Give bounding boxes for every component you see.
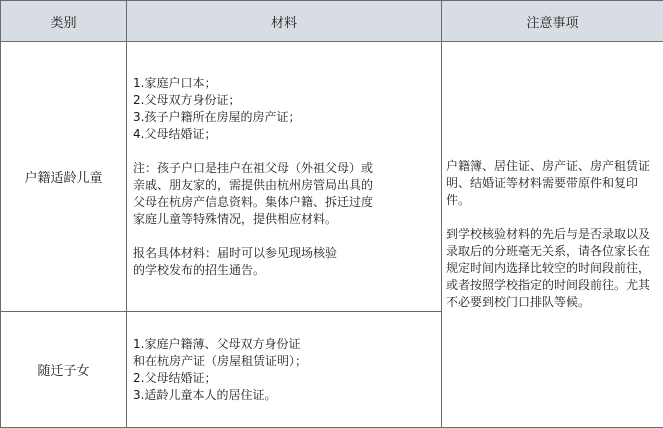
note-line: 家庭儿童等特殊情况，提供相应材料。 <box>133 211 435 228</box>
materials-migrant-children <box>127 312 442 428</box>
material-item: 1.家庭户籍薄、父母双方身份证 <box>133 336 435 353</box>
note-line: 父母在杭房产信息资料。集体户籍、拆迁过度 <box>133 194 435 211</box>
header-category: 类别 <box>1 1 127 42</box>
table-row <box>1 42 663 312</box>
material-item: 和在杭房产证（房屋租赁证明）； <box>133 353 435 370</box>
category-migrant-children: 随迁子女 <box>1 312 127 428</box>
notes-paragraph-1: 户籍簿、居住证、房产证、房产租赁证明、结婚证等材料需要带原件和复印件。 <box>446 158 659 209</box>
category-local-children: 户籍适龄儿童 <box>1 42 127 312</box>
note-line: 注：孩子户口是挂户在祖父母（外祖父母）或 <box>133 160 435 177</box>
header-notes: 注意事项 <box>442 1 663 42</box>
materials-local-children <box>127 42 442 312</box>
material-item: 2.父母结婚证； <box>133 370 435 387</box>
material-item: 2.父母双方身份证； <box>133 92 435 109</box>
header-materials: 材料 <box>127 1 442 42</box>
extra-line: 的学校发布的招生通告。 <box>133 262 435 279</box>
material-item: 3.孩子户籍所在房屋的房产证； <box>133 109 435 126</box>
extra-line: 报名具体材料：届时可以参见现场核验 <box>133 245 435 262</box>
note-line: 亲戚、朋友家的，需提供由杭州房管局出具的 <box>133 177 435 194</box>
material-item: 4.父母结婚证； <box>133 126 435 143</box>
material-item: 1.家庭户口本； <box>133 75 435 92</box>
material-item: 3.适龄儿童本人的居住证。 <box>133 387 435 404</box>
notes-paragraph-2: 到学校核验材料的先后与是否录取以及录取后的分班毫无关系，请各位家长在规定时间内选择比较空的时间段前往，或者按照学校指定的时间段前往。尤其不必要到校门口排队等候。 <box>446 226 659 311</box>
notes-cell <box>442 42 663 428</box>
table-header-row <box>1 1 663 42</box>
